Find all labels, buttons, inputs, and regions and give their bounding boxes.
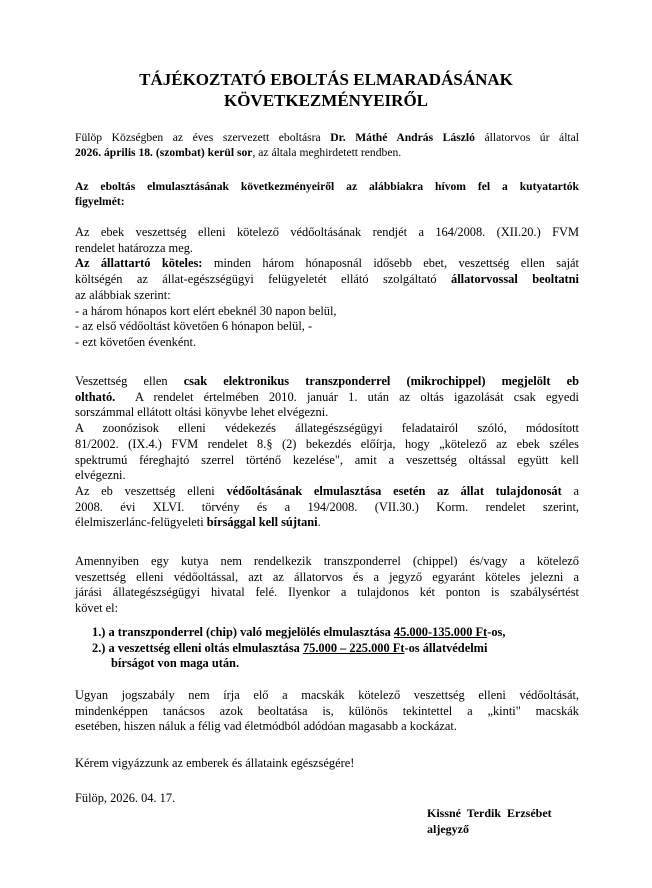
title-line-1: TÁJÉKOZTATÓ EBOLTÁS ELMARADÁSÁNAK bbox=[139, 70, 513, 89]
p3-line-3: járási állategészségügyi hivatal felé. Ilyenkor a tulajdonos két ponton is szabálysértést bbox=[75, 585, 579, 600]
place-and-date: Fülöp, 2026. 04. 17. bbox=[75, 791, 176, 805]
p1-line-2: rendelet határozza meg. bbox=[75, 240, 193, 255]
p1-line-5: az alábbiak szerint: bbox=[75, 287, 171, 302]
paragraph-legal-basis bbox=[75, 225, 579, 351]
closing-sentence: Kérem vigyázzunk az emberek és állataink egészségére! bbox=[75, 756, 355, 770]
p1-list-item-2: - az első védőoltást követően 6 hónapon belül, - bbox=[75, 319, 313, 334]
p4-line-2: mindenképpen tanácsos azok beoltatása is, különös tekintettel a „kinti" macskák bbox=[75, 703, 579, 718]
p4-line-3: esetében, hiszen náluk a félig vad életmódból adódóan magasabb a kockázat. bbox=[75, 719, 457, 734]
vaccination-date: 2026. április 18. (szombat) kerül sor bbox=[75, 146, 253, 160]
title-line-2: KÖVETKEZMÉNYEIRŐL bbox=[223, 91, 429, 110]
penalty-amount-2: 75.000 – 225.000 Ft bbox=[302, 640, 405, 655]
p2-line-3: sorszámmal ellátott oltási könyvbe lehet elvégezni. bbox=[75, 405, 329, 420]
p3-line-2: veszettség elleni védőoltással, azt az állatorvos és a jegyző egyaránt köteles jelezni a bbox=[75, 569, 579, 584]
p2-line-9: 2008. évi XLVI. törvény és a 194/2008. (VII.30.) Korm. rendelet szerint, bbox=[75, 499, 579, 514]
penalty-item-1: 1.) a transzponderrel (chip) való megjelölés elmulasztása 45.000-135.000 Ft-os, bbox=[92, 625, 506, 639]
p1-line-1: Az ebek veszettség elleni kötelező védőoltásának rendjét a 164/2008. (XII.20.) FVM bbox=[75, 225, 579, 239]
p2-line-8: Az eb veszettség elleni védőoltásának elmulasztása esetén az állat tulajdonosát a bbox=[75, 483, 579, 498]
callout-line-1: Az eboltás elmulasztásának következményeiről az alábbiakra hívom fel a kutyatartók bbox=[75, 180, 579, 193]
p1-list-item-1: - a három hónapos kort elért ebeknél 30 napon belül, bbox=[75, 303, 337, 318]
p2-line-2: oltható. A rendelet értelmében 2010. január 1. után az oltás igazolását csak egyedi bbox=[75, 389, 579, 404]
p1-list-item-3: - ezt követően évenként. bbox=[75, 334, 197, 349]
signatory-name: Kissné Terdik Erzsébet bbox=[427, 806, 552, 820]
veterinarian-name: Dr. Máthé András László bbox=[330, 131, 475, 144]
signatory-role: aljegyző bbox=[427, 822, 469, 836]
p2-line-7: elvégezni. bbox=[75, 468, 126, 483]
paragraph-penalties bbox=[75, 554, 579, 617]
p2-line-10: élelmiszerlánc-felügyeleti bírsággal kell sújtani. bbox=[75, 515, 321, 530]
penalty-list bbox=[92, 625, 580, 672]
signature-block bbox=[427, 805, 552, 837]
p2-line-4: A zoonózisok elleni védekezés állategészségügyi feladatairól szóló, módosított bbox=[75, 421, 579, 436]
paragraph-cats bbox=[75, 688, 579, 735]
p1-line-3: Az állattartó köteles: minden három hónaposnál idősebb ebet, veszettség ellen saját bbox=[75, 256, 579, 271]
intro-line-2: 2026. április 18. (szombat) kerül sor, az általa meghirdetett rendben. bbox=[75, 146, 402, 160]
document-title bbox=[0, 69, 652, 111]
penalty-item-2: 2.) a veszettség elleni oltás elmulasztása 75.000 – 225.000 Ft-os állatvédelmi bbox=[92, 640, 488, 655]
penalty-item-2-cont: bírságot von maga után. bbox=[111, 656, 240, 671]
intro-line-1: Fülöp Községben az éves szervezett eboltásra Dr. Máthé András László állatorvos úr által bbox=[75, 131, 580, 144]
paragraph-microchip bbox=[75, 374, 579, 531]
p3-line-1: Amennyiben egy kutya nem rendelkezik transzponderrel (chippel) és/vagy a kötelező bbox=[75, 554, 579, 568]
p2-line-1: Veszettség ellen csak elektronikus transzponderrel (mikrochippel) megjelölt eb bbox=[75, 374, 580, 388]
p1-line-4: költségén az állat-egészségügyi felügyeletét ellátó szolgáltató állatorvossal beoltatni bbox=[75, 272, 580, 287]
callout-paragraph bbox=[75, 179, 579, 210]
p2-line-6: spektrumú féreghajtó szerrel történő kezelése", amit a veszettség oltással együtt kell bbox=[75, 452, 579, 467]
p3-line-4: követ el: bbox=[75, 601, 119, 616]
intro-paragraph bbox=[75, 130, 579, 161]
penalty-amount-1: 45.000-135.000 Ft bbox=[393, 625, 488, 639]
p2-line-5: 81/2002. (IX.4.) FVM rendelet 8.§ (2) bekezdés előírja, hogy „kötelező az ebek széles bbox=[75, 436, 579, 451]
p4-line-1: Ugyan jogszabály nem írja elő a macskák kötelező veszettség elleni védőoltását, bbox=[75, 688, 579, 702]
callout-line-2: figyelmét: bbox=[75, 195, 125, 209]
